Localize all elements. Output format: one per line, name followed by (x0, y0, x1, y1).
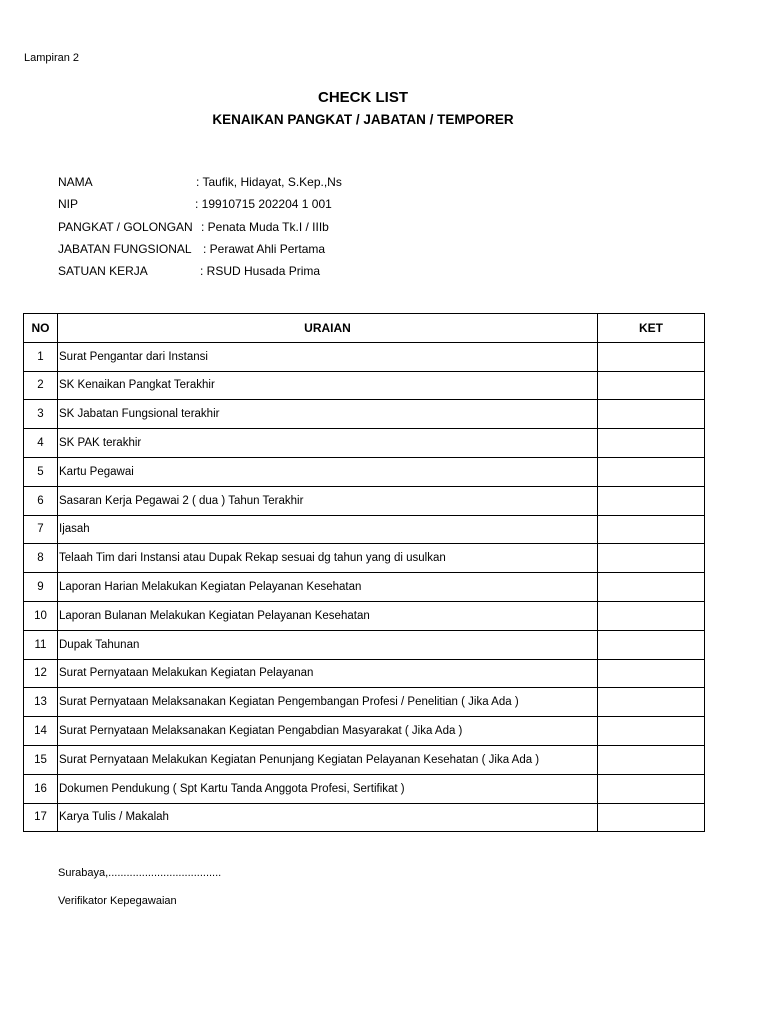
row-number-cell: 5 (24, 457, 58, 486)
row-description-cell: Surat Pengantar dari Instansi (58, 342, 598, 371)
table-row (24, 745, 705, 774)
info-label: JABATAN FUNGSIONAL (58, 242, 192, 256)
row-ket-cell (598, 745, 705, 774)
row-number-cell: 17 (24, 803, 58, 832)
info-value: : 19910715 202204 1 001 (195, 197, 332, 211)
row-ket-cell (598, 688, 705, 717)
info-value: : RSUD Husada Prima (200, 264, 321, 278)
table-row (24, 659, 705, 688)
row-number-cell: 10 (24, 601, 58, 630)
info-value: : Perawat Ahli Pertama (203, 242, 326, 256)
table-row (24, 717, 705, 746)
table-row (24, 371, 705, 400)
verifier-label: Verifikator Kepegawaian (58, 895, 177, 907)
row-number-cell: 11 (24, 630, 58, 659)
attachment-label: Lampiran 2 (24, 52, 80, 64)
table-row (24, 457, 705, 486)
row-description-cell: Surat Pernyataan Melaksanakan Kegiatan Pengembangan Profesi / Penelitian ( Jika Ada ) (58, 688, 598, 717)
table-row (24, 803, 705, 832)
page-title: CHECK LIST (318, 89, 408, 106)
row-description-cell: SK Kenaikan Pangkat Terakhir (58, 371, 598, 400)
row-number-cell: 13 (24, 688, 58, 717)
row-ket-cell (598, 717, 705, 746)
row-description-cell: Telaah Tim dari Instansi atau Dupak Rekap sesuai dg tahun yang di usulkan (58, 544, 598, 573)
column-header-ket: KET (598, 314, 705, 343)
row-ket-cell (598, 457, 705, 486)
info-label: NAMA (58, 175, 93, 189)
row-ket-cell (598, 601, 705, 630)
info-value: : Penata Muda Tk.I / IIIb (201, 220, 329, 234)
table-row (24, 688, 705, 717)
row-description-cell: Surat Pernyataan Melakukan Kegiatan Penunjang Kegiatan Pelayanan Kesehatan ( Jika Ada ) (58, 745, 598, 774)
column-header-uraian: URAIAN (58, 314, 598, 343)
row-ket-cell (598, 803, 705, 832)
row-number-cell: 12 (24, 659, 58, 688)
checklist-table (23, 313, 705, 832)
row-ket-cell (598, 429, 705, 458)
row-description-cell: Surat Pernyataan Melaksanakan Kegiatan Pengabdian Masyarakat ( Jika Ada ) (58, 717, 598, 746)
row-number-cell: 15 (24, 745, 58, 774)
table-row (24, 601, 705, 630)
table-row (24, 573, 705, 602)
row-description-cell: Surat Pernyataan Melakukan Kegiatan Pelayanan (58, 659, 598, 688)
row-ket-cell (598, 774, 705, 803)
row-description-cell: Dokumen Pendukung ( Spt Kartu Tanda Anggota Profesi, Sertifikat ) (58, 774, 598, 803)
table-row (24, 400, 705, 429)
row-description-cell: Ijasah (58, 515, 598, 544)
row-description-cell: SK PAK terakhir (58, 429, 598, 458)
row-description-cell: Laporan Bulanan Melakukan Kegiatan Pelayanan Kesehatan (58, 601, 598, 630)
row-number-cell: 6 (24, 486, 58, 515)
row-ket-cell (598, 659, 705, 688)
row-ket-cell (598, 544, 705, 573)
column-header-no: NO (24, 314, 58, 343)
row-ket-cell (598, 371, 705, 400)
row-description-cell: Kartu Pegawai (58, 457, 598, 486)
row-description-cell: Sasaran Kerja Pegawai 2 ( dua ) Tahun Terakhir (58, 486, 598, 515)
row-ket-cell (598, 400, 705, 429)
table-row (24, 342, 705, 371)
table-row (24, 630, 705, 659)
row-number-cell: 7 (24, 515, 58, 544)
info-label: PANGKAT / GOLONGAN (58, 220, 193, 234)
row-ket-cell (598, 342, 705, 371)
row-description-cell: Laporan Harian Melakukan Kegiatan Pelayanan Kesehatan (58, 573, 598, 602)
table-header-row (24, 314, 705, 343)
row-ket-cell (598, 515, 705, 544)
table-row (24, 515, 705, 544)
row-description-cell: SK Jabatan Fungsional terakhir (58, 400, 598, 429)
row-number-cell: 8 (24, 544, 58, 573)
row-number-cell: 14 (24, 717, 58, 746)
table-row (24, 774, 705, 803)
row-number-cell: 3 (24, 400, 58, 429)
row-ket-cell (598, 573, 705, 602)
row-ket-cell (598, 630, 705, 659)
row-description-cell: Dupak Tahunan (58, 630, 598, 659)
info-label: NIP (58, 197, 79, 211)
row-number-cell: 9 (24, 573, 58, 602)
row-number-cell: 2 (24, 371, 58, 400)
row-number-cell: 1 (24, 342, 58, 371)
table-row (24, 544, 705, 573)
row-ket-cell (598, 486, 705, 515)
info-label: SATUAN KERJA (58, 264, 148, 278)
row-number-cell: 16 (24, 774, 58, 803)
info-value: : Taufik, Hidayat, S.Kep.,Ns (196, 175, 342, 189)
page-subtitle: KENAIKAN PANGKAT / JABATAN / TEMPORER (212, 112, 514, 127)
place-date-line: Surabaya,..................................... (58, 867, 222, 879)
table-row (24, 486, 705, 515)
table-row (24, 429, 705, 458)
row-number-cell: 4 (24, 429, 58, 458)
row-description-cell: Karya Tulis / Makalah (58, 803, 598, 832)
